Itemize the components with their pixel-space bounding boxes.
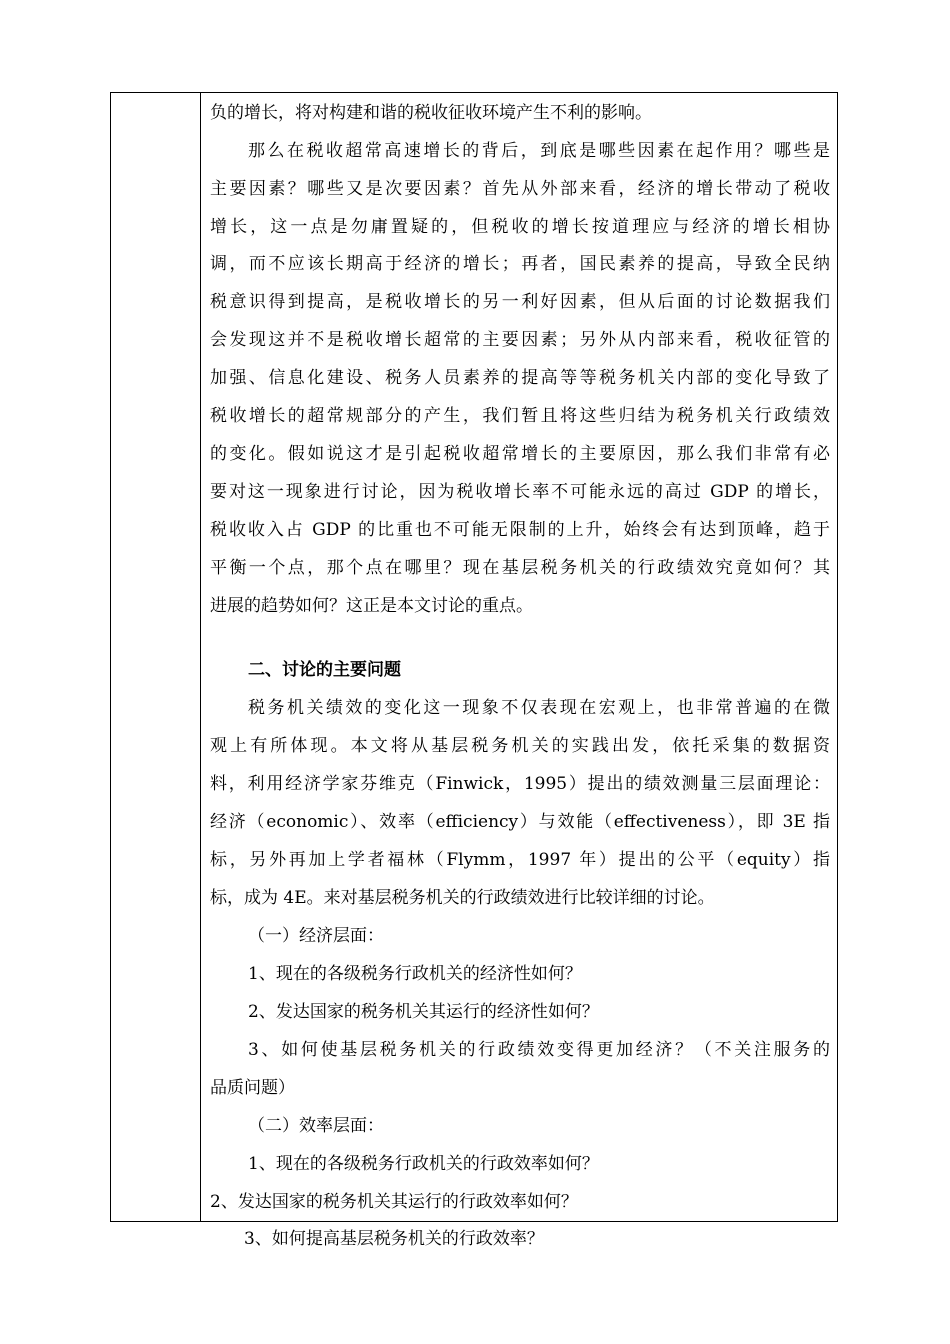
text-line: 标，成为 4E。来对基层税务机关的行政绩效进行比较详细的讨论。 — [210, 888, 715, 908]
content-table — [110, 92, 838, 1249]
list-item: 2、发达国家的税务机关其运行的行政效率如何？ — [210, 1192, 578, 1212]
text-line: 主要因素？哪些又是次要因素？首先从外部来看，经济的增长带动了税收 — [210, 179, 830, 199]
text-line: 经济（economic）、效率（efficiency）与效能（effectiveness），即 3E 指 — [210, 812, 830, 832]
text-line: 税收收入占 GDP 的比重也不可能无限制的上升，始终会有达到顶峰，趋于 — [210, 520, 830, 540]
list-item: 1、现在的各级税务行政机关的经济性如何？ — [248, 964, 582, 984]
subsection-heading: （一）经济层面： — [248, 926, 384, 946]
text-line: 税收增长的超常规部分的产生，我们暂且将这些归结为税务机关行政绩效 — [210, 406, 830, 426]
text-line: 税意识得到提高，是税收增长的另一利好因素，但从后面的讨论数据我们 — [210, 292, 830, 312]
text-line: 负的增长，将对构建和谐的税收征收环境产生不利的影响。 — [210, 103, 652, 123]
section-heading: 二、讨论的主要问题 — [248, 660, 401, 680]
text-line: 观上有所体现。本文将从基层税务机关的实践出发，依托采集的数据资 — [210, 736, 830, 756]
list-item: 3、如何使基层税务机关的行政绩效变得更加经济？（不关注服务的 — [248, 1040, 830, 1060]
text-line: 调，而不应该长期高于经济的增长；再者，国民素养的提高，导致全民纳 — [210, 254, 830, 274]
text-line: 加强、信息化建设、税务人员素养的提高等等税务机关内部的变化导致了 — [210, 368, 830, 388]
list-item: 1、现在的各级税务行政机关的行政效率如何？ — [248, 1154, 599, 1174]
text-line: 进展的趋势如何？这正是本文讨论的重点。 — [210, 596, 533, 616]
text-line: 标，另外再加上学者福林（Flymm，1997 年）提出的公平（equity）指 — [210, 850, 830, 870]
text-line: 品质问题） — [210, 1078, 295, 1098]
table-left-column — [111, 93, 201, 1221]
text-line: 增长，这一点是勿庸置疑的，但税收的增长按道理应与经济的增长相协 — [210, 217, 830, 237]
list-item: 2、发达国家的税务机关其运行的经济性如何？ — [248, 1002, 599, 1022]
text-line: 会发现这并不是税收增长超常的主要因素；另外从内部来看，税收征管的 — [210, 330, 830, 350]
text-line: 那么在税收超常高速增长的背后，到底是哪些因素在起作用？哪些是 — [248, 141, 830, 161]
text-line: 的变化。假如说这才是引起税收超常增长的主要原因，那么我们非常有必 — [210, 444, 830, 464]
text-line: 平衡一个点，那个点在哪里？现在基层税务机关的行政绩效究竟如何？其 — [210, 558, 830, 578]
text-line: 料，利用经济学家芬维克（Finwick，1995）提出的绩效测量三层面理论： — [210, 774, 830, 794]
text-line: 税务机关绩效的变化这一现象不仅表现在宏观上，也非常普遍的在微 — [248, 698, 830, 718]
list-item: 3、如何提高基层税务机关的行政效率？ — [244, 1229, 544, 1249]
text-line: 要对这一现象进行讨论，因为税收增长率不可能永远的高过 GDP 的增长， — [210, 482, 830, 502]
subsection-heading: （二）效率层面： — [248, 1116, 384, 1136]
